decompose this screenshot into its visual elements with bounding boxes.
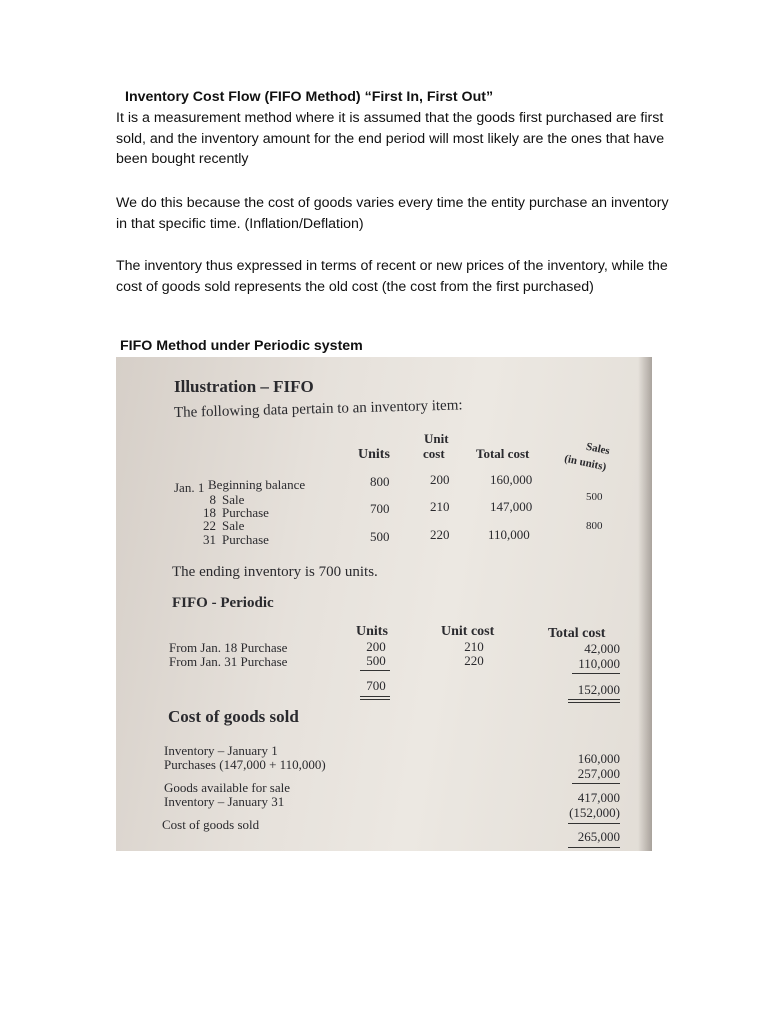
periodic-row-total: 110,000 (578, 656, 620, 671)
periodic-heading: FIFO - Periodic (172, 595, 274, 611)
periodic-units-header: Units (356, 624, 388, 639)
periodic-row-label: From Jan. 18 Purchase (169, 640, 288, 655)
cogs-label: Goods available for sale (164, 780, 290, 795)
ending-inventory-note: The ending inventory is 700 units. (172, 564, 378, 580)
cogs-label: Purchases (147,000 + 110,000) (164, 757, 326, 772)
row-unit-cost: 200 (430, 472, 450, 487)
row-total: 147,000 (490, 499, 533, 514)
periodic-total-units: 700 (366, 678, 386, 693)
col-sales-header-2: (in units) (563, 452, 608, 474)
row-units: 500 (370, 529, 390, 544)
row-unit-cost: 220 (430, 527, 450, 542)
cost-total-rule (568, 702, 620, 703)
cogs-label: Inventory – January 1 (164, 743, 278, 758)
row-date: 22 (203, 518, 216, 533)
cogs-amount: 160,000 (577, 751, 620, 766)
row-sales: 800 (586, 520, 603, 532)
row-date: Jan. 1 (174, 480, 205, 495)
row-units: 800 (370, 474, 390, 489)
row-total: 110,000 (488, 527, 530, 542)
periodic-row-total: 42,000 (584, 641, 620, 656)
units-total-rule (360, 699, 390, 700)
paragraph-reason: We do this because the cost of goods varies every time the entity purchase an inventory in that specific time. (Inflation/Deflation) (116, 195, 669, 232)
units-subtotal-rule (360, 670, 390, 671)
periodic-total-cost: 152,000 (577, 682, 620, 697)
row-label: Purchase (222, 505, 269, 520)
paragraph-definition: It is a measurement method where it is assumed that the goods first purchased are first sold, and the inventory amount for the end period will most likely are the ones that have been bought recently (116, 110, 665, 167)
col-unit-cost-header-2: cost (423, 446, 445, 461)
row-label: Sale (222, 518, 245, 533)
cogs-total-rule (568, 823, 620, 824)
periodic-unit-cost-header: Unit cost (441, 624, 495, 639)
row-label: Sale (222, 492, 245, 507)
textbook-photo (116, 357, 652, 851)
row-total: 160,000 (490, 472, 533, 487)
periodic-row-units: 200 (366, 639, 386, 654)
periodic-row-unit-cost: 220 (464, 653, 484, 668)
document-title: Inventory Cost Flow (FIFO Method) “First In, First Out” (125, 89, 494, 105)
cogs-heading: Cost of goods sold (168, 707, 299, 726)
illustration-intro: The following data pertain to an inventory item: (173, 397, 463, 421)
cogs-label: Cost of goods sold (162, 817, 260, 832)
row-unit-cost: 210 (430, 499, 450, 514)
col-total-cost-header: Total cost (476, 446, 530, 461)
periodic-row-label: From Jan. 31 Purchase (169, 654, 288, 669)
cost-subtotal-rule (572, 673, 620, 674)
row-label: Purchase (222, 532, 269, 547)
row-date: 18 (203, 505, 216, 520)
cogs-amount: 417,000 (577, 790, 620, 805)
cogs-amount: 265,000 (577, 829, 620, 844)
row-label: Beginning balance (208, 477, 306, 492)
section-heading: FIFO Method under Periodic system (120, 338, 363, 354)
periodic-row-unit-cost: 210 (464, 639, 484, 654)
cogs-label: Inventory – January 31 (164, 794, 285, 809)
paragraph-expression: The inventory thus expressed in terms of recent or new prices of the inventory, while the cost of goods sold represents the old cost (the cost from the first purchased) (116, 258, 668, 295)
col-units-header: Units (358, 447, 390, 462)
periodic-row-units: 500 (366, 653, 386, 668)
cost-total-rule (568, 699, 620, 700)
illustration-heading: Illustration – FIFO (174, 377, 314, 396)
cogs-amount: (152,000) (569, 805, 620, 820)
row-units: 700 (370, 501, 390, 516)
col-sales-header-1: Sales (585, 440, 611, 458)
row-sales: 500 (586, 491, 603, 503)
col-unit-cost-header-1: Unit (424, 431, 449, 446)
periodic-total-header: Total cost (548, 626, 606, 641)
row-date: 8 (209, 492, 216, 507)
cogs-subtotal-rule (572, 783, 620, 784)
cogs-final-rule (568, 847, 620, 848)
row-date: 31 (203, 532, 216, 547)
units-total-rule (360, 696, 390, 697)
cogs-amount: 257,000 (577, 766, 620, 781)
